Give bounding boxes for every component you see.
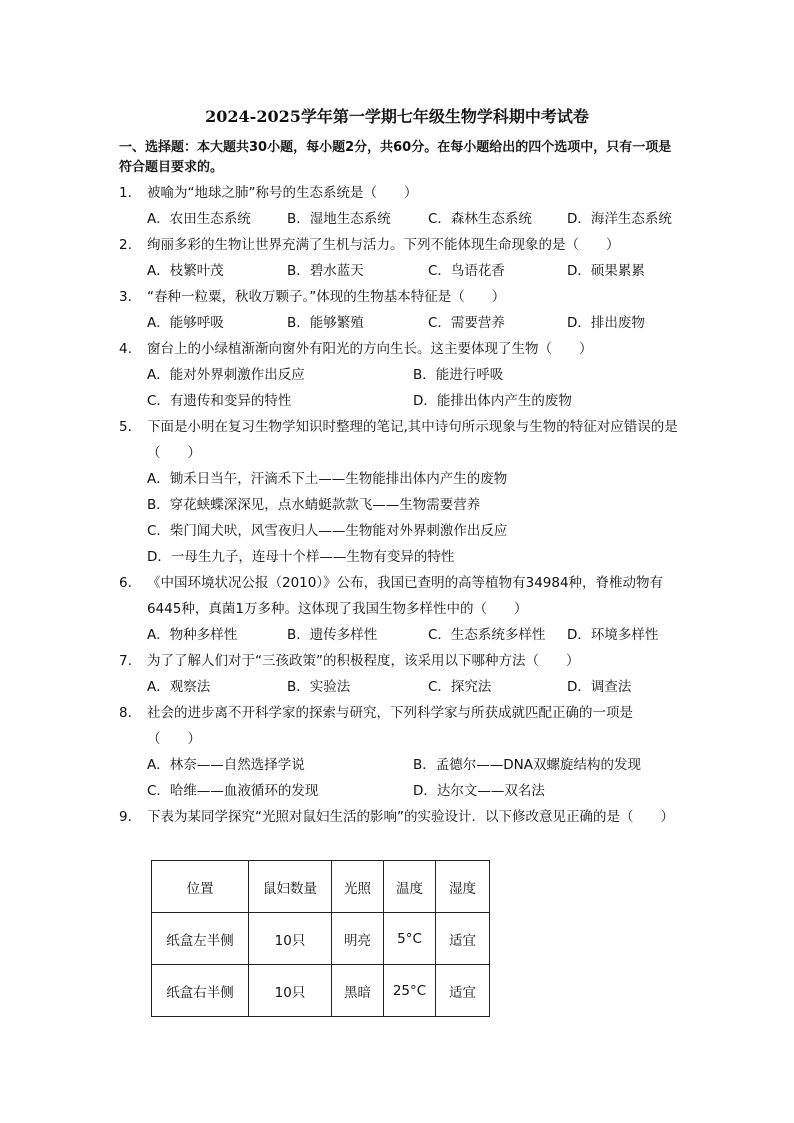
page-title: 2024-2025学年第一学期七年级生物学科期中考试卷 xyxy=(205,107,589,126)
question-stem: “春种一粒粟，秋收万颗子。”体现的生物基本特征是（ ） xyxy=(147,289,506,305)
question-stem: 绚丽多彩的生物让世界充满了生机与活力。下列不能体现生命现象的是（ ） xyxy=(147,237,620,253)
question-1 xyxy=(119,180,679,206)
table-cell: 10只 xyxy=(249,965,332,1017)
option-a: A．能对外界刺激作出反应 xyxy=(147,367,305,383)
table-row xyxy=(152,913,490,965)
question-number: 8. xyxy=(119,705,132,721)
option-c: C．探究法 xyxy=(428,679,492,695)
option-d: D．环境多样性 xyxy=(567,627,659,643)
header-cell: 光照 xyxy=(332,861,384,913)
header-cell: 鼠妇数量 xyxy=(249,861,332,913)
question-stem: 为了了解人们对于“三孩政策”的积极程度，该采用以下哪种方法（ ） xyxy=(147,653,580,669)
option-c: C．森林生态系统 xyxy=(428,211,532,227)
table-cell: 适宜 xyxy=(436,913,490,965)
option-d: D．海洋生态系统 xyxy=(567,211,672,227)
experiment-table xyxy=(151,860,490,1017)
question-number: 4. xyxy=(119,341,132,357)
option-b: B．碧水蓝天 xyxy=(287,263,364,279)
question-4 xyxy=(119,336,679,362)
table-cell: 25°C xyxy=(384,965,436,1017)
option-d: D．硕果累累 xyxy=(567,263,645,279)
option-a: A．农田生态系统 xyxy=(147,211,251,227)
question-stem: 被喻为“地球之肺”称号的生态系统是（ ） xyxy=(147,185,418,201)
option-a: A．林奈——自然选择学说 xyxy=(147,757,305,773)
option-c: C．生态系统多样性 xyxy=(428,627,546,643)
question-stem: 下表为某同学探究“光照对鼠妇生活的影响”的实验设计．以下修改意见正确的是（ ） xyxy=(147,809,674,825)
option-d: D．排出废物 xyxy=(567,315,645,331)
option-a: A．观察法 xyxy=(147,679,211,695)
option-c: C．需要营养 xyxy=(428,315,505,331)
option-c: C．鸟语花香 xyxy=(428,263,505,279)
header-cell: 温度 xyxy=(384,861,436,913)
option-c: C．柴门闻犬吠，风雪夜归人——生物能对外界刺激作出反应 xyxy=(147,523,508,539)
table-cell: 黑暗 xyxy=(332,965,384,1017)
question-number: 1. xyxy=(119,185,132,201)
section-heading: 一、选择题：本大题共30小题，每小题2分，共60分。在每小题给出的四个选项中，只有一项是符合题目要求的。 xyxy=(119,140,672,175)
table-cell: 纸盒左半侧 xyxy=(152,913,249,965)
table-cell: 5°C xyxy=(384,913,436,965)
question-6 xyxy=(119,570,679,622)
question-9 xyxy=(119,804,679,830)
header-cell: 湿度 xyxy=(436,861,490,913)
option-d: D．能排出体内产生的废物 xyxy=(413,393,572,409)
option-c: C．哈维——血液循环的发现 xyxy=(147,783,319,799)
option-a: A．枝繁叶茂 xyxy=(147,263,224,279)
question-5 xyxy=(119,414,679,466)
option-b: B．遗传多样性 xyxy=(287,627,378,643)
question-3 xyxy=(119,284,679,310)
question-2 xyxy=(119,232,679,258)
question-number: 2. xyxy=(119,237,132,253)
option-c: C．有遗传和变异的特性 xyxy=(147,393,292,409)
question-stem: 下面是小明在复习生物学知识时整理的笔记,其中诗句所示现象与生物的特征对应错误的是（ ） xyxy=(147,419,678,461)
table-cell: 适宜 xyxy=(436,965,490,1017)
header-cell: 位置 xyxy=(152,861,249,913)
option-b: B．穿花蛱蝶深深见，点水蜻蜓款款飞——生物需要营养 xyxy=(147,497,481,513)
option-b: B．孟德尔——DNA双螺旋结构的发现 xyxy=(413,757,641,773)
option-d: D．一母生九子，连母十个样——生物有变异的特性 xyxy=(147,549,455,565)
question-7 xyxy=(119,648,679,674)
table-cell: 10只 xyxy=(249,913,332,965)
question-stem: 《中国环境状况公报（2010）》公布，我国已查明的高等植物有34984种，脊椎动物有6445种，真菌1万多种。这体现了我国生物多样性中的（ ） xyxy=(147,575,664,617)
option-a: A．能够呼吸 xyxy=(147,315,224,331)
option-b: B．实验法 xyxy=(287,679,351,695)
table-header-row xyxy=(152,861,490,913)
question-number: 7. xyxy=(119,653,132,669)
option-b: B．能进行呼吸 xyxy=(413,367,504,383)
table-row xyxy=(152,965,490,1017)
question-stem: 窗台上的小绿植渐渐向窗外有阳光的方向生长。这主要体现了生物（ ） xyxy=(147,341,593,357)
table-cell: 明亮 xyxy=(332,913,384,965)
option-d: D．调查法 xyxy=(567,679,632,695)
question-8 xyxy=(119,700,679,752)
question-number: 9. xyxy=(119,809,132,825)
question-number: 6. xyxy=(119,575,132,591)
question-number: 3. xyxy=(119,289,132,305)
option-a: A．锄禾日当午，汗滴禾下土——生物能排出体内产生的废物 xyxy=(147,471,508,487)
option-b: B．能够繁殖 xyxy=(287,315,364,331)
option-d: D．达尔文——双名法 xyxy=(413,783,545,799)
option-b: B．湿地生态系统 xyxy=(287,211,391,227)
question-stem: 社会的进步离不开科学家的探索与研究，下列科学家与所获成就匹配正确的一项是（ ） xyxy=(147,705,633,747)
table-cell: 纸盒右半侧 xyxy=(152,965,249,1017)
question-number: 5. xyxy=(119,419,132,435)
option-a: A．物种多样性 xyxy=(147,627,238,643)
